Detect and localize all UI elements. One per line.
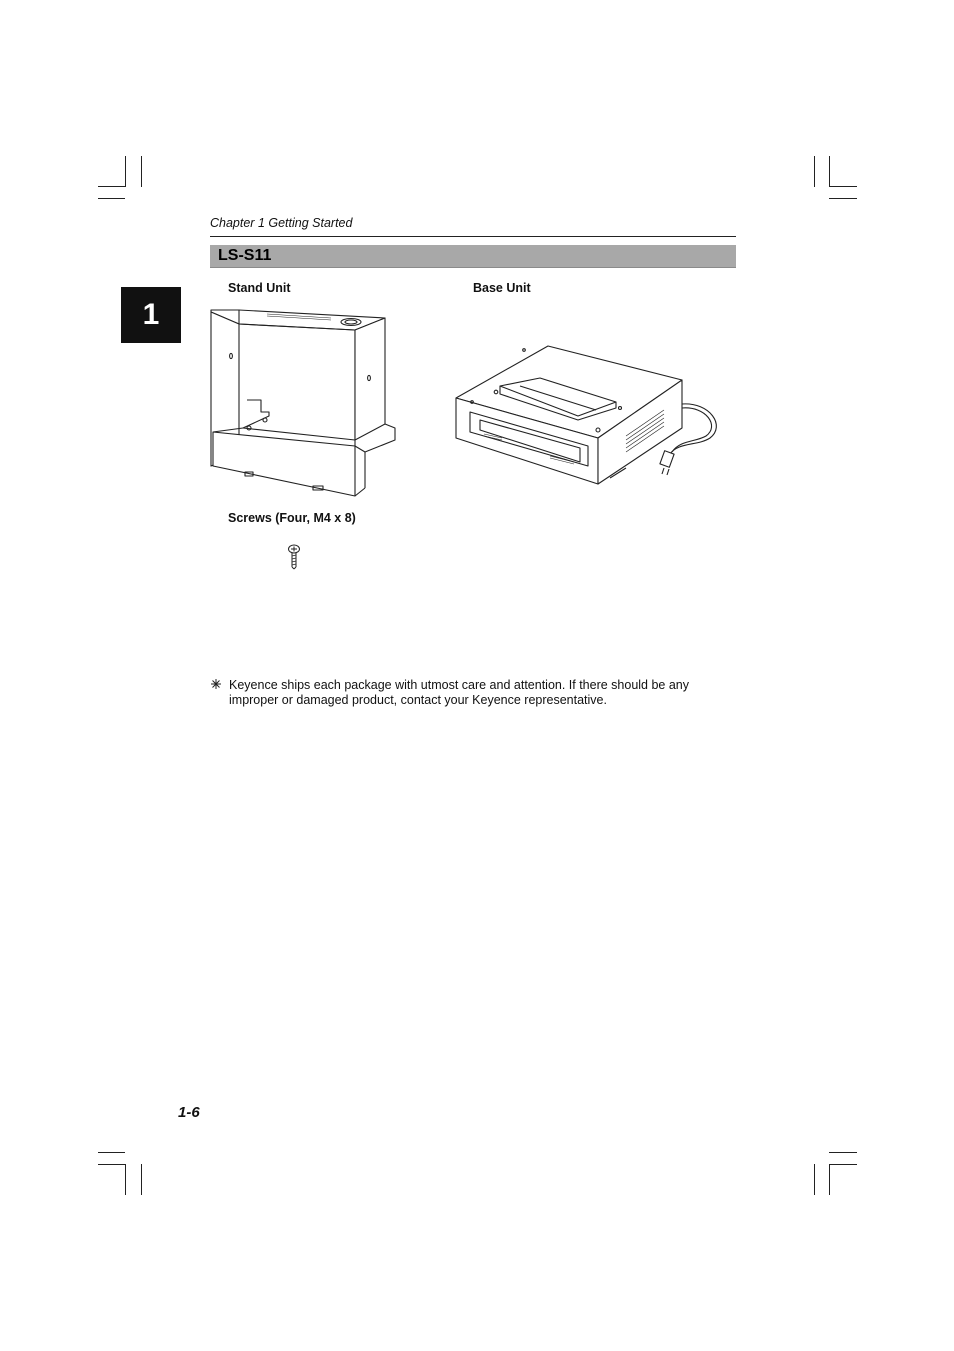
screws-label: Screws (Four, M4 x 8) xyxy=(228,511,356,525)
screw-illustration xyxy=(287,544,301,570)
stand-unit-label: Stand Unit xyxy=(228,281,291,295)
chapter-tab: 1 xyxy=(121,287,181,343)
base-unit-label: Base Unit xyxy=(473,281,531,295)
page-number: 1-6 xyxy=(178,1104,200,1121)
section-title: LS-S11 xyxy=(218,247,272,264)
note-bullet-icon xyxy=(210,677,222,691)
note-text: Keyence ships each package with utmost care and attention. If there should be any improper or damaged product, contact your Keyence representative. xyxy=(229,678,690,707)
base-unit-illustration xyxy=(448,342,723,488)
section-bar xyxy=(210,245,736,268)
stand-unit-illustration xyxy=(205,304,405,500)
header-rule xyxy=(210,236,736,237)
running-header: Chapter 1 Getting Started xyxy=(210,216,353,230)
